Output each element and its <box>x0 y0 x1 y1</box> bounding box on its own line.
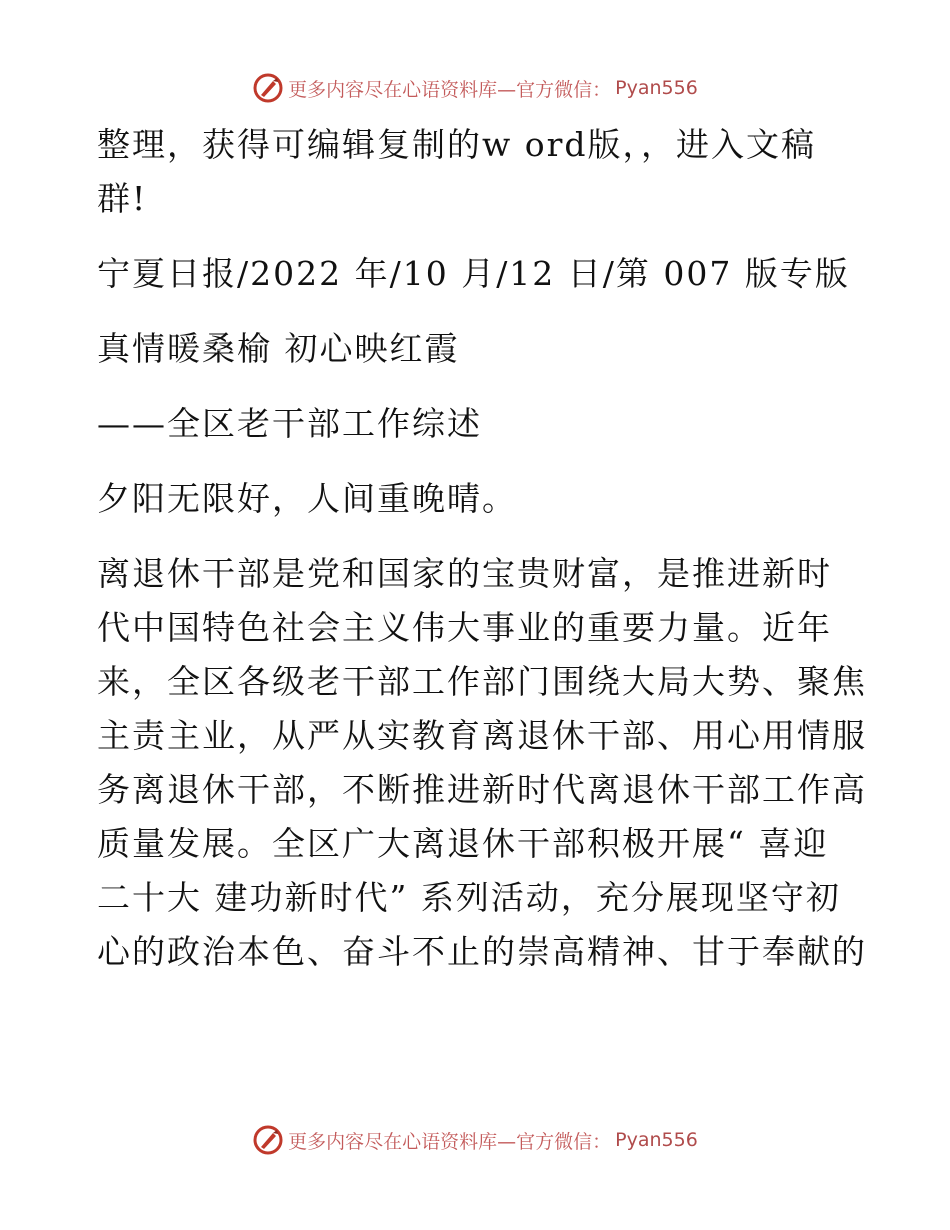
red-quill-seal-icon <box>252 72 284 104</box>
text-line: 夕阳无限好，人间重晚晴。 <box>97 479 517 518</box>
footer-banner <box>0 1124 950 1156</box>
banner-text: 更多内容尽在心语资料库—官方微信： <box>288 78 612 101</box>
article-title: 真情暖桑榆 初心映红霞 <box>97 329 460 368</box>
paragraph-line: 二十大 建功新时代” 系列活动，充分展现坚守初 <box>97 878 841 917</box>
article-subtitle: ——全区老干部工作综述 <box>97 404 482 443</box>
header-banner <box>0 72 950 104</box>
document-body <box>97 118 867 979</box>
paragraph-line: 代中国特色社会主义伟大事业的重要力量。近年 <box>97 608 832 647</box>
paragraph-line: 务离退休干部，不断推进新时代离退休干部工作高 <box>97 770 867 809</box>
paragraph-line: 心的政治本色、奋斗不止的崇高精神、甘于奉献的 <box>97 932 867 971</box>
paragraph-line: 主责主业，从严从实教育离退休干部、用心用情服 <box>97 716 867 755</box>
red-quill-seal-icon <box>252 1124 284 1156</box>
banner-wechat-id: Pyan556 <box>615 77 698 99</box>
paragraph-line: 离退休干部是党和国家的宝贵财富，是推进新时 <box>97 554 832 593</box>
text-line: 群! <box>97 179 148 218</box>
paragraph-line: 质量发展。全区广大离退休干部积极开展“ 喜迎 <box>97 824 829 863</box>
publication-line: 宁夏日报/2022 年/10 月/12 日/第 007 版专版 <box>97 254 850 293</box>
banner-text: 更多内容尽在心语资料库—官方微信： <box>288 1130 612 1153</box>
paragraph-line: 来，全区各级老干部工作部门围绕大局大势、聚焦 <box>97 662 867 701</box>
banner-wechat-id: Pyan556 <box>615 1129 698 1151</box>
text-line: 整理，获得可编辑复制的w ord版，，进入文稿 <box>97 125 817 164</box>
